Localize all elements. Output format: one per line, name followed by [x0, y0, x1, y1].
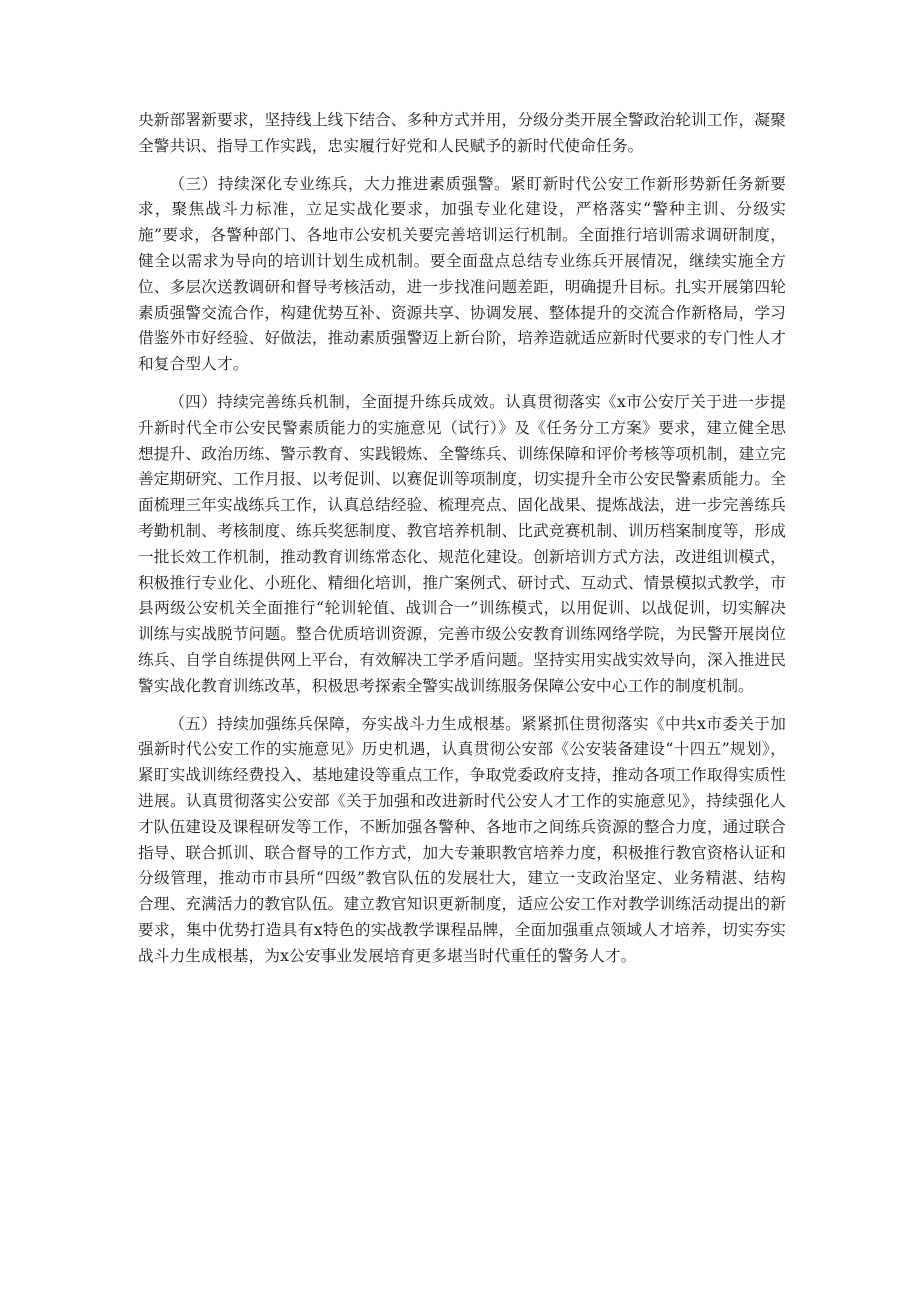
paragraph-section-4: （四）持续完善练兵机制，全面提升练兵成效。认真贯彻落实《x市公安厅关于进一步提升新时代全市公安民警素质能力的实施意见（试行）》及《任务分工方案》要求，建立健全思想提升、政治历练、警示教育、实践锻炼、全警练兵、训练保障和评价考核等项机制，建立完善定期研究、工作月报、以考促训、以赛促训等项制度，切实提升全市公安民警素质能力。全面梳理三年实战练兵工作，认真总结经验、梳理亮点、固化战果、提炼战法，进一步完善练兵考勤机制、考核制度、练兵奖惩制度、教官培养机制、比武竞赛机制、训历档案制度等，形成一批长效工作机制，推动教育训练常态化、规范化建设。创新培训方式方法，改进组训模式，积极推行专业化、小班化、精细化培训，推广案例式、研讨式、互动式、情景模拟式教学，市县两级公安机关全面推行“轮训轮值、战训合一”训练模式，以用促训、以战促训，切实解决训练与实战脱节问题。整合优质培训资源，完善市级公安教育训练网络学院，为民警开展岗位练兵、自学自练提供网上平台，有效解决工学矛盾问题。坚持实用实战实效导向，深入推进民警实战化教育训练改革，积极思考探索全警实战训练服务保障公安中心工作的制度机制。	[138, 392, 786, 695]
document-page	[138, 108, 786, 982]
paragraph-section-5: （五）持续加强练兵保障，夯实战斗力生成根基。紧紧抓住贯彻落实《中共x市委关于加强新时代公安工作的实施意见》历史机遇，认真贯彻公安部《公安装备建设“十四五”规划》，紧盯实战训练经费投入、基地建设等重点工作，争取党委政府支持，推动各项工作取得实质性进展。认真贯彻落实公安部《关于加强和改进新时代公安人才工作的实施意见》，持续强化人才队伍建设及课程研发等工作，不断加强各警种、各地市之间练兵资源的整合力度，通过联合指导、联合抓训、联合督导的工作方式，加大专兼职教官培养力度，积极推行教官资格认证和分级管理，推动市市县所“四级”教官队伍的发展壮大，建立一支政治坚定、业务精湛、结构合理、充满活力的教官队伍。建立教官知识更新制度，适应公安工作对教学训练活动提出的新要求，集中优势打造具有x特色的实战教学课程品牌，全面加强重点领域人才培养，切实夯实战斗力生成根基，为x公安事业发展培育更多堪当时代重任的警务人才。	[138, 714, 786, 965]
paragraph-continuation: 央新部署新要求，坚持线上线下结合、多种方式并用，分级分类开展全警政治轮训工作，凝聚全警共识、指导工作实践，忠实履行好党和人民赋予的新时代使命任务。	[138, 111, 786, 155]
paragraph-section-3: （三）持续深化专业练兵，大力推进素质强警。紧盯新时代公安工作新形势新任务新要求，聚焦战斗力标准，立足实战化要求，加强专业化建设，严格落实“警种主训、分级实施”要求，各警种部门、各地市公安机关要完善培训运行机制。全面推行培训需求调研制度，健全以需求为导向的培训计划生成机制。要全面盘点总结专业练兵开展情况，继续实施全方位、多层次送教调研和督导考核活动，进一步找准问题差距，明确提升目标。扎实开展第四轮素质强警交流合作，构建优势互补、资源共享、协调发展、整体提升的交流合作新格局，学习借鉴外市好经验、好做法，推动素质强警迈上新台阶，培养造就适应新时代要求的专门性人才和复合型人才。	[138, 174, 786, 374]
